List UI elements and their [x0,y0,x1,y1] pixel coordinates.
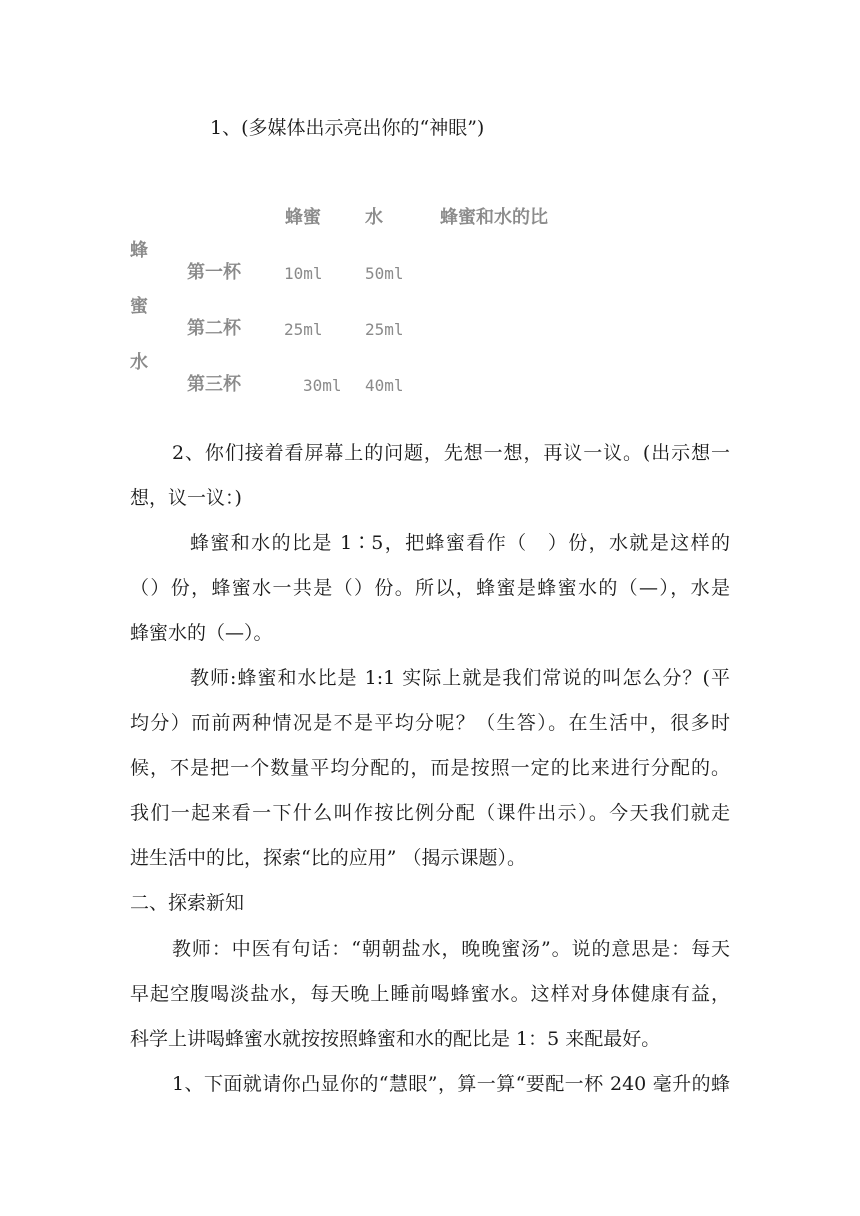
para-4-line-2: 均分）而前两种情况是不是平均分呢？（生答）。在生活中，很多时 [130,712,730,734]
row-1-water: 50ml [365,264,404,283]
row-3-honey: 30ml [303,376,342,395]
para-5-line-2: 早起空腹喝淡盐水，每天晚上睡前喝蜂蜜水。这样对身体健康有益， [130,983,730,1005]
para-3-line-1: 蜂蜜和水的比是 1∶5，把蜂蜜看作（ ）份，水就是这样的 [190,532,730,554]
row-1-label: 第一杯 [187,262,241,283]
para-3-line-2: （）份，蜂蜜水一共是（）份。所以，蜂蜜是蜂蜜水的（—），水是 [130,577,730,599]
table-header-water: 水 [365,207,383,228]
para-2-line-2: 想，议一议：) [130,487,242,509]
para-4-line-1: 教师:蜂蜜和水比是 1:1 实际上就是我们常说的叫怎么分？(平 [190,667,730,689]
row-2-label: 第二杯 [187,318,241,339]
para-3-line-3: 蜂蜜水的（—）。 [130,622,273,644]
side-label-3: 水 [130,352,148,373]
table-header-ratio: 蜂蜜和水的比 [440,207,548,228]
para-6-line-1: 1、下面就请你凸显你的“慧眼”，算一算“要配一杯 240 毫升的蜂 [172,1073,730,1095]
row-2-water: 25ml [365,320,404,339]
table-header-honey: 蜂蜜 [285,207,321,228]
para-4-line-5: 进生活中的比，探索“比的应用” （揭示课题）。 [130,847,526,869]
row-2-honey: 25ml [284,320,323,339]
para-4-line-4: 我们一起来看一下什么叫作按比例分配（课件出示）。今天我们就走 [130,802,730,824]
side-label-2: 蜜 [130,296,148,317]
section-heading: 二、探索新知 [130,892,245,914]
row-1-honey: 10ml [284,264,323,283]
para-5-line-1: 教师：中医有句话：“朝朝盐水，晚晚蜜汤”。说的意思是：每天 [172,938,730,960]
row-3-water: 40ml [365,376,404,395]
row-3-label: 第三杯 [187,374,241,395]
para-5-line-3: 科学上讲喝蜂蜜水就按按照蜂蜜和水的配比是 1：5 来配最好。 [130,1028,661,1050]
heading-1: 1、(多媒体出示亮出你的“神眼”) [210,117,485,139]
para-2-line-1: 2、你们接着看屏幕上的问题，先想一想，再议一议。(出示想一 [172,442,730,464]
side-label-1: 蜂 [130,240,148,261]
para-4-line-3: 候，不是把一个数量平均分配的，而是按照一定的比来进行分配的。 [130,757,730,779]
